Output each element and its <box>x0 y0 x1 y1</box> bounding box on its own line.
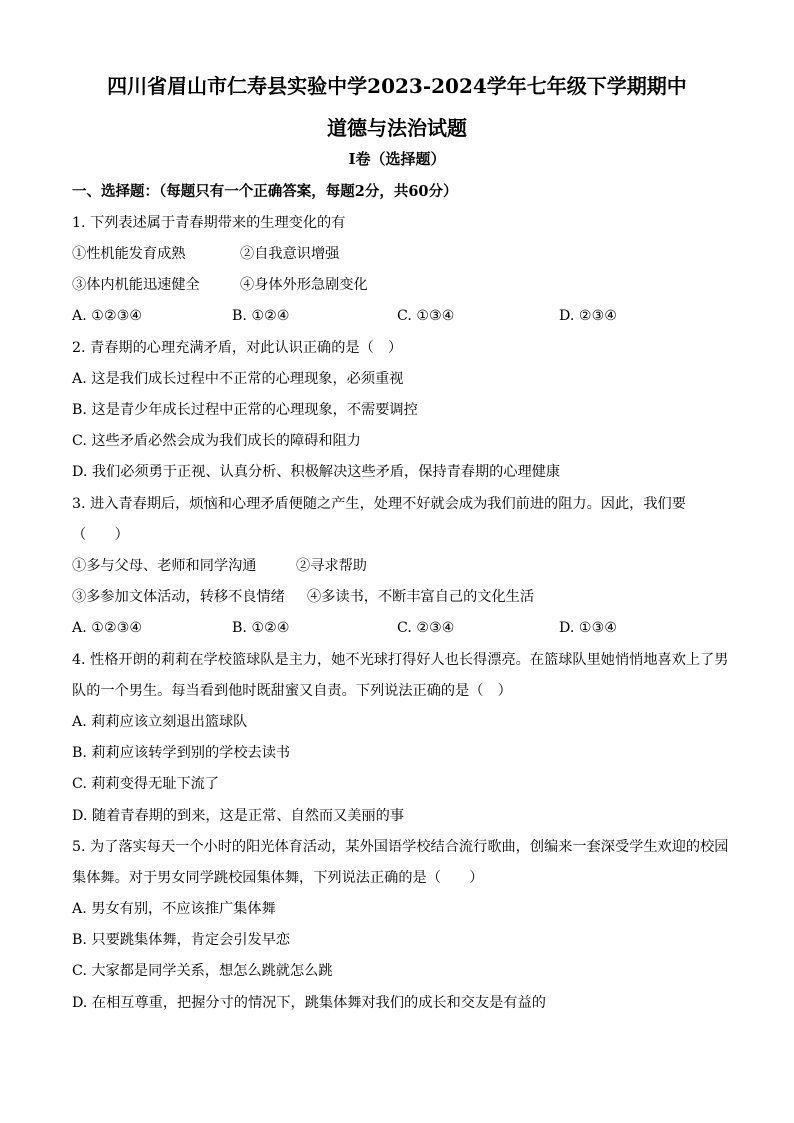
option-a: A. ①②③④ <box>72 620 143 636</box>
statement: ④多读书，不断丰富自己的文化生活 <box>307 589 535 605</box>
question-4-option-d: D. 随着青春期的到来，这是正常、自然而又美丽的事 <box>72 808 405 824</box>
question-3-stem-line1: 3. 进入青春期后，烦恼和心理矛盾便随之产生，处理不好就会成为我们前进的阻力。因此，我们要 <box>72 496 686 512</box>
question-4-option-b: B. 莉莉应该转学到别的学校去读书 <box>72 745 291 761</box>
question-4-stem-line2: 队的一个男生。每当看到他时既甜蜜又自责。下列说法正确的是（ ） <box>72 683 512 699</box>
question-4-option-c: C. 莉莉变得无耻下流了 <box>72 776 220 792</box>
statement: ②寻求帮助 <box>296 558 367 574</box>
statement: ①多与父母、老师和同学沟通 <box>72 558 257 574</box>
exam-title-line2: 道德与法治试题 <box>327 116 467 140</box>
question-4-option-a: A. 莉莉应该立刻退出篮球队 <box>72 714 248 730</box>
option-c: C. ①③④ <box>397 308 455 324</box>
option-d: D. ①③④ <box>559 620 618 636</box>
question-3-stem-line2: （ ） <box>72 527 129 543</box>
question-5-option-b: B. 只要跳集体舞，肯定会引发早恋 <box>72 932 291 948</box>
statement: ②自我意识增强 <box>240 246 340 262</box>
question-4-stem-line1: 4. 性格开朗的莉莉在学校篮球队是主力，她不光球打得好人也长得漂亮。在篮球队里她悄悄地喜欢上了男 <box>72 652 729 668</box>
statement: ①性机能发育成熟 <box>72 246 186 262</box>
option-a: A. ①②③④ <box>72 308 143 324</box>
option-c: C. ②③④ <box>397 620 455 636</box>
question-2-option-c: C. 这些矛盾必然会成为我们成长的障碍和阻力 <box>72 433 361 449</box>
question-5-option-a: A. 男女有别，不应该推广集体舞 <box>72 901 276 917</box>
option-b: B. ①②④ <box>232 308 290 324</box>
statement: ③体内机能迅速健全 <box>72 277 200 293</box>
question-2-option-d: D. 我们必须勇于正视、认真分析、积极解决这些矛盾，保持青春期的心理健康 <box>72 464 561 480</box>
question-5-option-c: C. 大家都是同学关系，想怎么跳就怎么跳 <box>72 963 333 979</box>
question-2-option-b: B. 这是青少年成长过程中正常的心理现象，不需要调控 <box>72 402 418 418</box>
option-d: D. ②③④ <box>559 308 618 324</box>
question-1-stem: 1. 下列表述属于青春期带来的生理变化的有 <box>72 215 346 231</box>
statement: ④身体外形急剧变化 <box>240 277 368 293</box>
option-b: B. ①②④ <box>232 620 290 636</box>
question-2-option-a: A. 这是我们成长过程中不正常的心理现象，必须重视 <box>72 371 404 387</box>
question-5-stem-line2: 集体舞。对于男女同学跳校园集体舞，下列说法正确的是（ ） <box>72 870 484 886</box>
volume-label: Ⅰ卷（选择题） <box>348 150 446 168</box>
statement: ③多参加文体活动，转移不良情绪 <box>72 589 285 605</box>
exam-title-line1: 四川省眉山市仁寿县实验中学2023-2024学年七年级下学期期中 <box>107 74 687 98</box>
question-5-option-d: D. 在相互尊重，把握分寸的情况下，跳集体舞对我们的成长和交友是有益的 <box>72 995 546 1011</box>
question-5-stem-line1: 5. 为了落实每天一个小时的阳光体育活动，某外国语学校结合流行歌曲，创编来一套深受学生欢迎的校园 <box>72 839 729 855</box>
section-heading: 一、选择题：（每题只有一个正确答案，每题2分，共60分） <box>72 183 458 200</box>
question-2-stem: 2. 青春期的心理充满矛盾，对此认识正确的是（ ） <box>72 340 403 356</box>
